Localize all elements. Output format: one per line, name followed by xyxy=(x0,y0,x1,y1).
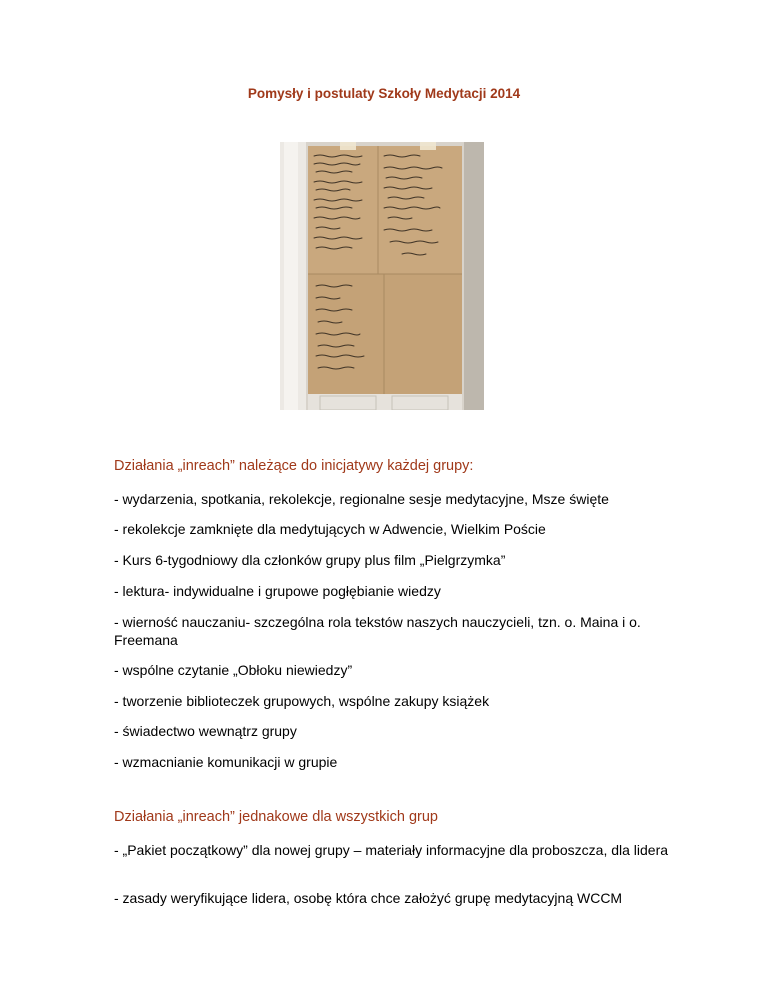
section-heading-group-initiatives: Działania „inreach” należące do inicjatywy każdej grupy: xyxy=(114,458,474,474)
list-item: - wierność nauczaniu- szczególna rola tekstów naszych nauczycieli, tzn. o. Maina i o. Freemana xyxy=(114,614,641,648)
list-item: - wydarzenia, spotkania, rekolekcje, regionalne sesje medytacyjne, Msze święte xyxy=(114,491,609,507)
notes-photo xyxy=(280,142,484,410)
section-heading-shared-actions: Działania „inreach” jednakowe dla wszystkich grup xyxy=(114,809,438,825)
list-item: - lektura- indywidualne i grupowe pogłębianie wiedzy xyxy=(114,583,441,599)
list-item: - Kurs 6-tygodniowy dla członków grupy plus film „Pielgrzymka” xyxy=(114,552,506,568)
list-item: - wzmacnianie komunikacji w grupie xyxy=(114,754,338,770)
page-title: Pomysły i postulaty Szkoły Medytacji 2014 xyxy=(247,86,521,101)
list-item: - tworzenie biblioteczek grupowych, wspólne zakupy książek xyxy=(114,693,490,709)
list-item: - rekolekcje zamknięte dla medytujących w Adwencie, Wielkim Poście xyxy=(114,521,546,537)
list-item: - „Pakiet początkowy” dla nowej grupy – materiały informacyjne dla proboszcza, dla lidera xyxy=(114,842,669,858)
list-item: - świadectwo wewnątrz grupy xyxy=(114,723,297,739)
list-item: - wspólne czytanie „Obłoku niewiedzy” xyxy=(114,662,353,678)
list-item: - zasady weryfikujące lidera, osobę która chce założyć grupę medytacyjną WCCM xyxy=(114,890,623,906)
